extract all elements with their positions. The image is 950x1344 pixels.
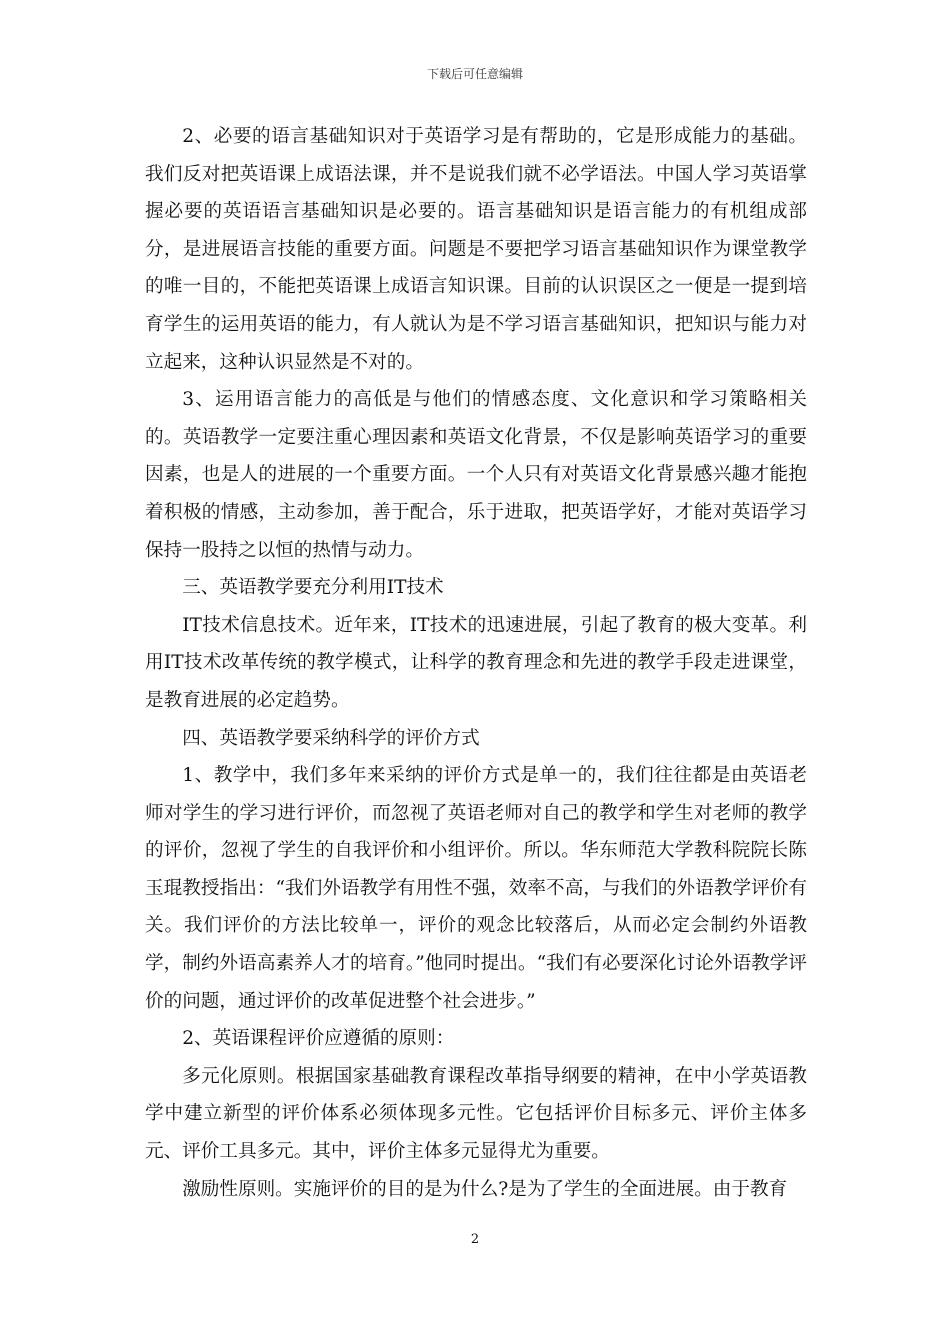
paragraph-evaluation-principles: 2、英语课程评价应遵循的原则：	[182, 1028, 455, 1050]
page-number: 2	[470, 1232, 480, 1247]
paragraph-diversity-principle: 多元化原则。根据国家基础教育课程改革指导纲要的精神，在中小学英语教学中建立新型的评价体系必须体现多元性。它包括评价目标多元、评价主体多元、评价工具多元。其中，评价主体多元显得尤为重要。	[145, 1065, 807, 1163]
paragraph-grammar-knowledge: 2、必要的语言基础知识对于英语学习是有帮助的，它是形成能力的基础。我们反对把英语课上成语法课，并不是说我们就不必学语法。中国人学习英语掌握必要的英语语言基础知识是必要的。语言基础知识是语言能力的有机组成部分，是进展语言技能的重要方面。问题是不要把学习语言基础知识作为课堂教学的唯一目的，不能把英语课上成语言知识课。目前的认识误区之一便是一提到培育学生的运用英语的能力，有人就认为是不学习语言基础知识，把知识与能力对立起来，这种认识显然是不对的。	[145, 126, 807, 373]
paragraph-it-technology: IT技术信息技术。近年来，IT技术的迅速进展，引起了教育的极大变革。利用IT技术改革传统的教学模式，让科学的教育理念和先进的教学手段走进课堂，是教育进展的必定趋势。	[145, 614, 807, 711]
paragraph-language-ability: 3、运用语言能力的高低是与他们的情感态度、文化意识和学习策略相关的。英语教学一定要注重心理因素和英语文化背景，不仅是影响英语学习的重要因素，也是人的进展的一个重要方面。一个人只有对英语文化背景感兴趣才能抱着积极的情感，主动参加，善于配合，乐于进取，把英语学好，才能对英语学习保持一股持之以恒的热情与动力。	[145, 389, 807, 561]
document-body	[145, 118, 807, 1208]
paragraph-evaluation-methods: 1、教学中，我们多年来采纳的评价方式是单一的，我们往往都是由英语老师对学生的学习进行评价，而忽视了英语老师对自己的教学和学生对老师的教学的评价，忽视了学生的自我评价和小组评价。所以。华东师范大学教科院院长陈玉琨教授指出：“我们外语教学有用性不强，效率不高，与我们的外语教学评价有关。我们评价的方法比较单一，评价的观念比较落后，从而必定会制约外语教学，制约外语高素养人才的培育。”他同时提出。“我们有必要深化讨论外语教学评价的问题，通过评价的改革促进整个社会进步。”	[145, 765, 807, 1012]
paragraph-incentive-principle: 激励性原则。实施评价的目的是为什么?是为了学生的全面进展。由于教育	[182, 1178, 788, 1200]
section-heading-evaluation: 四、英语教学要采纳科学的评价方式	[182, 727, 480, 749]
section-heading-it-technology: 三、英语教学要充分利用IT技术	[182, 577, 444, 599]
page-header: 下载后可任意编辑	[426, 67, 523, 81]
